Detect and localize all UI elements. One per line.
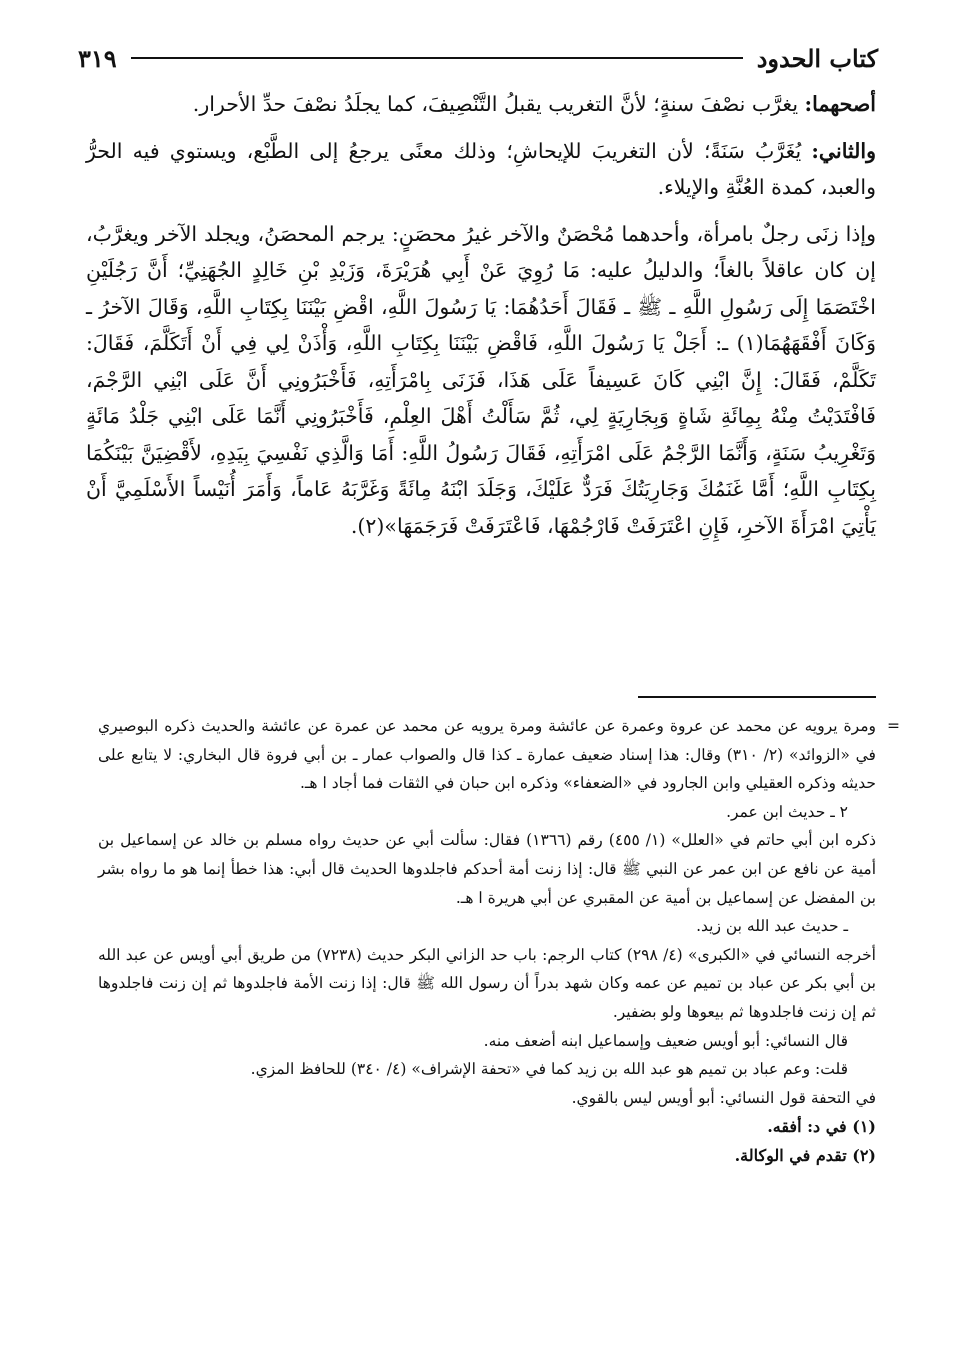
note-3: ذكره ابن أبي حاتم في «العلل» (١/ ٤٥٥) رقم (١٣٦٦) فقال: سألت أبي عن حديث رواه مسلم بن خالد عن إسماعيل بن أمية عن نافع عن ابن عمر عن النبي ﷺ قال: إذا زنت أمة أحدكم فاجلدوها الحديث قال أبي: هذا خطأ إنما هو ما رواه بشر بن المفضل عن إسماعيل بن أمية عن المقبري عن أبي هريرة ا هـ. bbox=[98, 831, 876, 907]
footnote-divider bbox=[638, 696, 876, 698]
editor-notes bbox=[98, 712, 900, 1170]
page-header bbox=[78, 40, 878, 76]
second-opinion-lead: والثاني: bbox=[811, 138, 876, 163]
first-opinion-text: يغرَّب نصْفَ سنةٍ؛ لأنَّ التغريب يقبلُ التَّنْصِيفَ، كما يجلَدُ نصْفَ حدِّ الأحرار. bbox=[192, 92, 805, 116]
paragraph-second-opinion bbox=[86, 133, 876, 206]
note-5: أخرجه النسائي في «الكبرى» (٤/ ٢٩٨) كتاب الرجم: باب حد الزاني البكر حديث (٧٢٣٨) من طريق أبي أويس عن عبد الله بن أبي بكر عن عباد بن تميم عن عمه وكان شهد بدراً أن رسول الله ﷺ قال: إذا زنت الأمة فاجلدوها ثم إن زنت فاجلدوها ثم إن زنت فاجلدوها ثم بيعوها ولو بضفير. bbox=[98, 945, 876, 1021]
note-4: ـ حديث عبد الله بن زيد. bbox=[696, 917, 848, 936]
page-number: ٣١٩ bbox=[78, 43, 117, 73]
header-rule bbox=[131, 57, 743, 59]
note-1: ومرة يرويه عن محمد عن عروة وعمرة عن عائشة ومرة يرويه عن محمد عن عمرة عن عائشة والحديث ذكره البوصيري في «الزوائد» (٢/ ٣١٠) وقال: هذا إسناد ضعيف عمارة ـ كذا قال والصواب عمار ـ بن أبي فروة قال البخاري: لا يتابع على حديثه وذكره العقيلي وابن الجارود في «الضعفاء» وذكره ابن حبان في الثقات فما أجاد ا هـ. bbox=[98, 717, 876, 793]
footnotes bbox=[98, 1112, 876, 1170]
first-opinion-lead: أصحهما: bbox=[804, 92, 876, 116]
paragraph-first-opinion bbox=[86, 86, 876, 123]
footnote-1: (١) في د: أفقه. bbox=[767, 1117, 876, 1137]
note-2: ٢ ـ حديث ابن عمر. bbox=[726, 802, 848, 821]
running-title: كتاب الحدود bbox=[756, 43, 878, 73]
note-7: قلت: وعم عباد بن تميم هو عبد الله بن زيد كما في «تحفة الإشراف» (٤/ ٣٤٠) للحافظ المزي. bbox=[250, 1060, 848, 1079]
footnote-2: (٢) تقدم في الوكالة. bbox=[734, 1146, 876, 1166]
main-text bbox=[86, 86, 876, 554]
second-opinion-text: يُغَرَّبُ سَنَةً؛ لأن التغريبَ للإيحاشِ؛ وذلك معنًى يرجعُ إلى الطَّبْع، ويستوي فيه الحرُّ والعبد، كمدة العُنَّةِ والإيلاء. bbox=[86, 138, 876, 199]
note-8: في التحفة قول النسائي: أبو أويس ليس بالقوي. bbox=[571, 1088, 876, 1107]
continuation-mark: = bbox=[887, 717, 900, 735]
note-6: قال النسائي: أبو أويس ضعيف وإسماعيل ابنه أضعف منه. bbox=[483, 1031, 848, 1050]
paragraph-hadith: وإذا زنَى رجلٌ بامرأة، وأحدهما مُحْصَنٌ والآخر غيرُ محصَنٍ: يرجم المحصَنُ، ويجلد الآخر ويغرَّبُ، إن كان عاقلاً بالغاً؛ والدليلُ عليه: مَا رُوِيَ عَنْ أَبِي هُرَيْرَةَ، وَزَيْدِ بْنِ خَالِدٍ الجُهَنِيِّ؛ أَنَّ رَجُلَيْنِ اخْتَصَمَا إِلَى رَسُولِ اللَّهِ ـ ﷺ ـ فَقَالَ أَحَدُهُمَا: يَا رَسُولَ اللَّهِ، اقْضِ بَيْنَنَا بِكِتَابِ اللَّهِ، وَقَالَ الآخرُ ـ وَكَانَ أَفْقَهَهُمَا(١) ـ: أَجَلْ يَا رَسُولَ اللَّهِ، فَاقْضِ بَيْنَنَا بِكِتَابِ اللَّهِ، وَأْذَنْ لِي فِي أَنْ أَتَكَلَّمَ، فَقَالَ: تَكَلَّمْ، فَقَالَ: إِنَّ ابْنِي كَانَ عَسِيفاً عَلَى هَذَا، فَزَنَى بِامْرَأَتِهِ، فَأَخْبَرُونِي أَنَّ عَلَى ابْنِي الرَّجْمَ، فَافْتَدَيْتُ مِنْهُ بِمِائَةِ شَاةٍ وَبِجَارِيَةٍ لِي، ثُمَّ سَأَلْتُ أَهْلَ العِلْمِ، فَأَخْبَرُونِي أَنَّمَا عَلَى ابْنِي جَلْدُ مَائَةٍ وَتَغْرِيبُ سَنَةٍ، وَأَنَّمَا الرَّجْمُ عَلَى امْرَأَتِهِ، فَقَالَ رَسُولُ اللَّهِ: أَمَا وَالَّذِي نَفْسِيَ بِيَدِهِ، لأَقْضِيَنَّ بَيْنَكُمَا بِكِتَابِ اللَّهِ؛ أَمَّا غَنَمُكَ وَجَارِيَتُكَ فَرَدٌّ عَلَيْكَ، وَجَلَدَ ابْنَهُ مِائَةً وَغَرَّبَهُ عَاماً، وَأَمَرَ أُنَيْساً الأَسْلَمِيَّ أَنْ يَأْتِيَ امْرَأَةَ الآخرِ، فَإِنِ اعْتَرَفَتْ فَارْجُمْهَا، فَاعْتَرَفَتْ فَرَجَمَهَا»(٢). bbox=[86, 221, 876, 538]
